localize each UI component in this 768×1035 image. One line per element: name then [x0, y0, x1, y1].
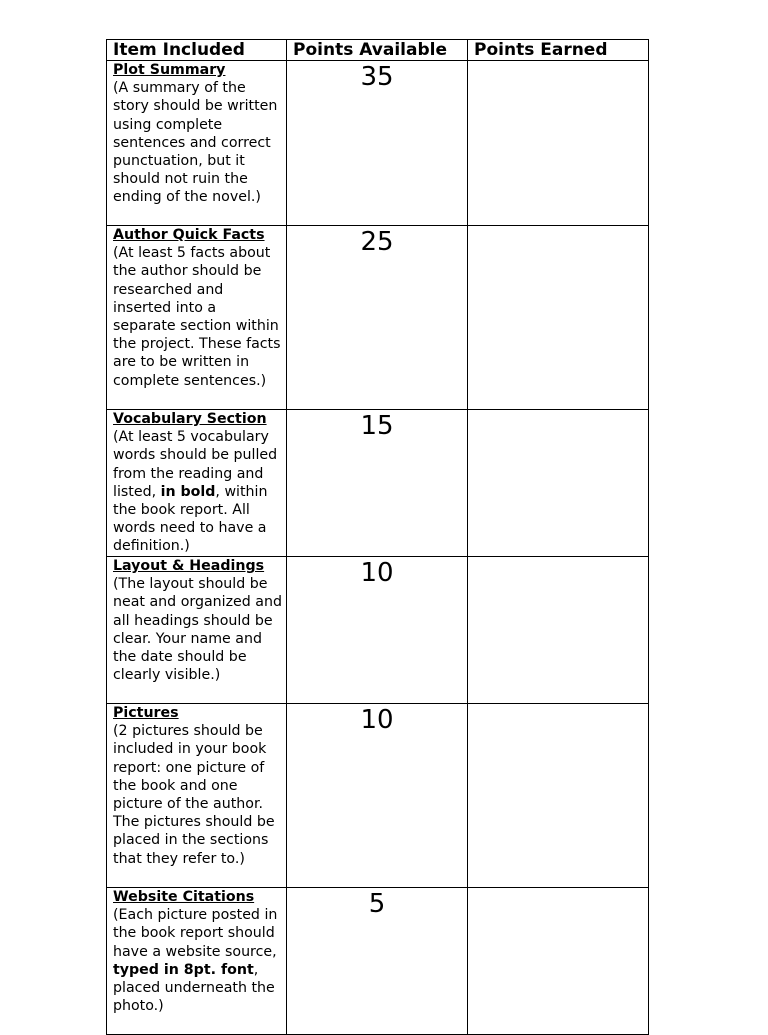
table-row: [107, 410, 649, 557]
item-cell: [107, 704, 287, 888]
header-points-earned: Points Earned: [468, 40, 649, 61]
item-cell: [107, 410, 287, 557]
item-description-start: (Each picture posted in the book report should have a website source,: [113, 907, 278, 960]
rubric-table: [106, 39, 649, 1035]
points-earned-cell[interactable]: [468, 557, 649, 704]
table-row: [107, 226, 649, 410]
item-description: (At least 5 facts about the author should be researched and inserted into a separate section within the project. These facts are to be written in complete sentences.): [113, 245, 281, 389]
table-row: [107, 61, 649, 226]
item-title: Layout & Headings: [113, 558, 265, 574]
points-available: 15: [287, 410, 468, 557]
header-points-available: Points Available: [287, 40, 468, 61]
points-available: 35: [287, 61, 468, 226]
item-description-bold: typed in 8pt. font: [113, 961, 254, 978]
item-title: Plot Summary: [113, 62, 226, 78]
item-description: (The layout should be neat and organized and all headings should be clear. Your name and the date should be clearly visible.): [113, 576, 282, 684]
header-item-included: Item Included: [107, 40, 287, 61]
item-description-end: , within the book report. All words need to have a definition.): [113, 483, 268, 555]
points-earned-cell[interactable]: [468, 888, 649, 1035]
item-title: Vocabulary Section: [113, 411, 267, 427]
item-title: Pictures: [113, 705, 179, 721]
points-earned-cell[interactable]: [468, 226, 649, 410]
points-earned-cell[interactable]: [468, 704, 649, 888]
table-row: [107, 557, 649, 704]
points-available: 10: [287, 704, 468, 888]
item-description: (A summary of the story should be written using complete sentences and correct punctuation, but it should not ruin the ending of the novel.): [113, 80, 278, 206]
points-earned-cell[interactable]: [468, 61, 649, 226]
item-cell: [107, 61, 287, 226]
item-cell: [107, 888, 287, 1035]
item-description-bold: in bold: [160, 483, 216, 500]
item-cell: [107, 557, 287, 704]
item-description-start: (At least 5 vocabulary words should be pulled from the reading and listed,: [113, 429, 278, 500]
item-cell: [107, 226, 287, 410]
points-available: 25: [287, 226, 468, 410]
table-row: [107, 888, 649, 1035]
points-available: 10: [287, 557, 468, 704]
item-description-end: , placed underneath the photo.): [113, 961, 275, 1015]
points-available: 5: [287, 888, 468, 1035]
header-row: [107, 40, 649, 61]
points-earned-cell[interactable]: [468, 410, 649, 557]
item-description: (2 pictures should be included in your book report: one picture of the book and one picture of the author. The pictures should be placed in the sections that they refer to.): [113, 723, 275, 867]
item-title: Author Quick Facts: [113, 227, 265, 243]
item-title: Website Citations: [113, 889, 255, 905]
table-row: [107, 704, 649, 888]
